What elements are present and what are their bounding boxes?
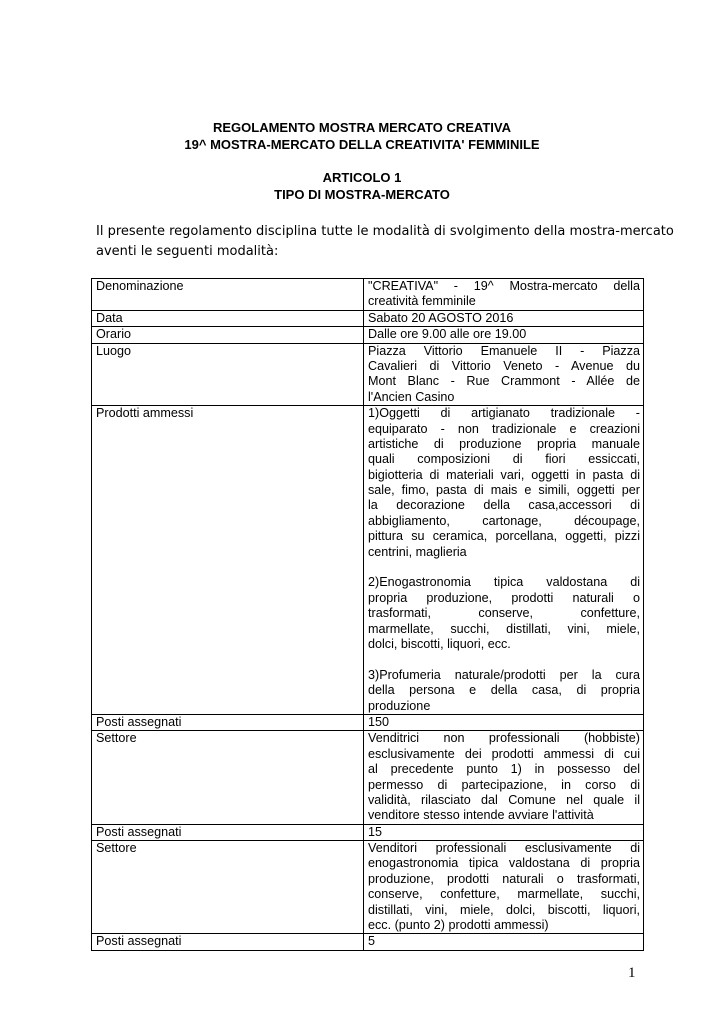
field-value-line: produzione [368, 698, 431, 713]
field-value-line: 150 [368, 714, 390, 729]
table-row [92, 406, 644, 715]
field-value-cell [364, 824, 644, 840]
field-value-line: al precedente punto 1) in possesso del [368, 762, 640, 777]
field-label: Prodotti ammessi [96, 406, 194, 421]
table-row [92, 841, 644, 934]
field-label: Settore [96, 841, 137, 856]
regulation-table [91, 278, 644, 951]
field-value-line: dolci, biscotti, liquori, ecc. [368, 636, 511, 651]
field-value-line: conserve, confetture, marmellate, succhi, [368, 887, 640, 902]
field-value-line: la decorazione della casa,accessori di [368, 498, 640, 513]
field-label-cell [92, 731, 364, 824]
field-value-line: 15 [368, 824, 383, 839]
field-value-cell [364, 310, 644, 326]
field-value-line: ecc. (punto 2) prodotti ammessi) [368, 918, 549, 933]
field-value-line: Cavalieri di Vittorio Veneto - Avenue du [368, 358, 640, 373]
table-row [92, 279, 644, 311]
field-label: Posti assegnati [96, 714, 182, 729]
field-value-line: 2)Enogastronomia tipica valdostana di [368, 575, 640, 590]
field-value-line: abbigliamento, cartonage, découpage, [368, 513, 640, 528]
field-value-line: marmellate, succhi, distillati, vini, miele, [368, 621, 640, 636]
field-value-line: "CREATIVA" - 19^ Mostra-mercato della [368, 279, 640, 293]
document-subtitle: 19^ MOSTRA-MERCATO DELLA CREATIVITA' FEMMINILE [184, 137, 540, 152]
field-label: Posti assegnati [96, 934, 182, 949]
field-value-line [368, 560, 640, 575]
field-value-line: creatività femminile [368, 294, 476, 309]
field-value-line: Mont Blanc - Rue Crammont - Allée de [368, 374, 640, 389]
article-title: TIPO DI MOSTRA-MERCATO [274, 187, 450, 202]
field-value-line: Venditori professionali esclusivamente di [368, 841, 640, 856]
field-value-line: distillati, vini, miele, dolci, biscotti, liquori, [368, 902, 640, 917]
field-value-line: trasformati, conserve, confetture, [368, 606, 640, 621]
field-value-line: enogastronomia tipica valdostana di propria [368, 856, 640, 871]
field-value-cell [364, 934, 644, 950]
field-label-cell [92, 343, 364, 406]
intro-paragraph-line: Il presente regolamento disciplina tutte le modalità di svolgimento della mostra-mercato [96, 224, 674, 239]
field-value-line: bigiotteria di materiali vari, oggetti in pasta di [368, 467, 640, 482]
table-row [92, 731, 644, 824]
field-value-line: della persona e della casa, di propria [368, 683, 640, 698]
field-label-cell [92, 406, 364, 715]
table-row [92, 310, 644, 326]
field-value-line: 3)Profumeria naturale/prodotti per la cura [368, 667, 640, 682]
document-title: REGOLAMENTO MOSTRA MERCATO CREATIVA [212, 120, 512, 135]
field-value-line: venditore stesso intende avviare l'attività [368, 808, 594, 823]
field-value-line: l'Ancien Casino [368, 389, 455, 404]
field-value-cell [364, 714, 644, 730]
field-label-cell [92, 310, 364, 326]
field-value-line: validità, rilasciato dal Comune nel quale il [368, 792, 640, 807]
field-label-cell [92, 327, 364, 343]
article-number: ARTICOLO 1 [322, 170, 402, 185]
field-value-line: permesso di partecipazione, in corso di [368, 777, 640, 792]
field-value-line: esclusivamente dei prodotti ammessi di cui [368, 746, 640, 761]
field-label-cell [92, 824, 364, 840]
field-value-cell [364, 327, 644, 343]
field-value-line: Venditrici non professionali (hobbiste) [368, 731, 640, 746]
field-value-line [368, 652, 640, 667]
field-value-line: artistiche di produzione propria manuale [368, 436, 640, 451]
table-row [92, 327, 644, 343]
field-value-cell [364, 841, 644, 934]
intro-paragraph-line: aventi le seguenti modalità: [96, 244, 279, 259]
field-value-cell [364, 731, 644, 824]
field-value-line: produzione, prodotti naturali o trasformati, [368, 871, 640, 886]
field-label: Settore [96, 731, 137, 746]
field-value-line: Piazza Vittorio Emanuele II - Piazza [368, 343, 640, 358]
field-label: Data [96, 310, 123, 325]
field-value-cell [364, 343, 644, 406]
field-value-line: equiparato - non tradizionale e creazioni [368, 421, 640, 436]
field-label: Orario [96, 327, 131, 342]
table-row [92, 714, 644, 730]
field-value-line: Sabato 20 AGOSTO 2016 [368, 310, 514, 325]
field-label: Posti assegnati [96, 824, 182, 839]
field-value-cell [364, 279, 644, 311]
field-value-line: 1)Oggetti di artigianato tradizionale - [368, 406, 640, 421]
table-row [92, 824, 644, 840]
page-number: 1 [628, 965, 636, 981]
table-row [92, 934, 644, 950]
field-label: Denominazione [96, 279, 184, 293]
field-value-cell [364, 406, 644, 715]
field-value-line: centrini, maglieria [368, 544, 467, 559]
field-value-line: 5 [368, 934, 376, 949]
field-value-line: sale, fimo, pasta di mais e simili, oggetti per [368, 483, 640, 498]
field-label-cell [92, 841, 364, 934]
field-label-cell [92, 934, 364, 950]
field-value-line: propria produzione, prodotti naturali o [368, 590, 640, 605]
field-value-line: pittura su ceramica, porcellana, oggetti, pizzi [368, 529, 640, 544]
field-value-line: quali composizioni di fiori essiccati, [368, 452, 640, 467]
field-label-cell [92, 714, 364, 730]
field-value-line: Dalle ore 9.00 alle ore 19.00 [368, 327, 527, 342]
field-label: Luogo [96, 343, 132, 358]
field-label-cell [92, 279, 364, 311]
table-row [92, 343, 644, 406]
